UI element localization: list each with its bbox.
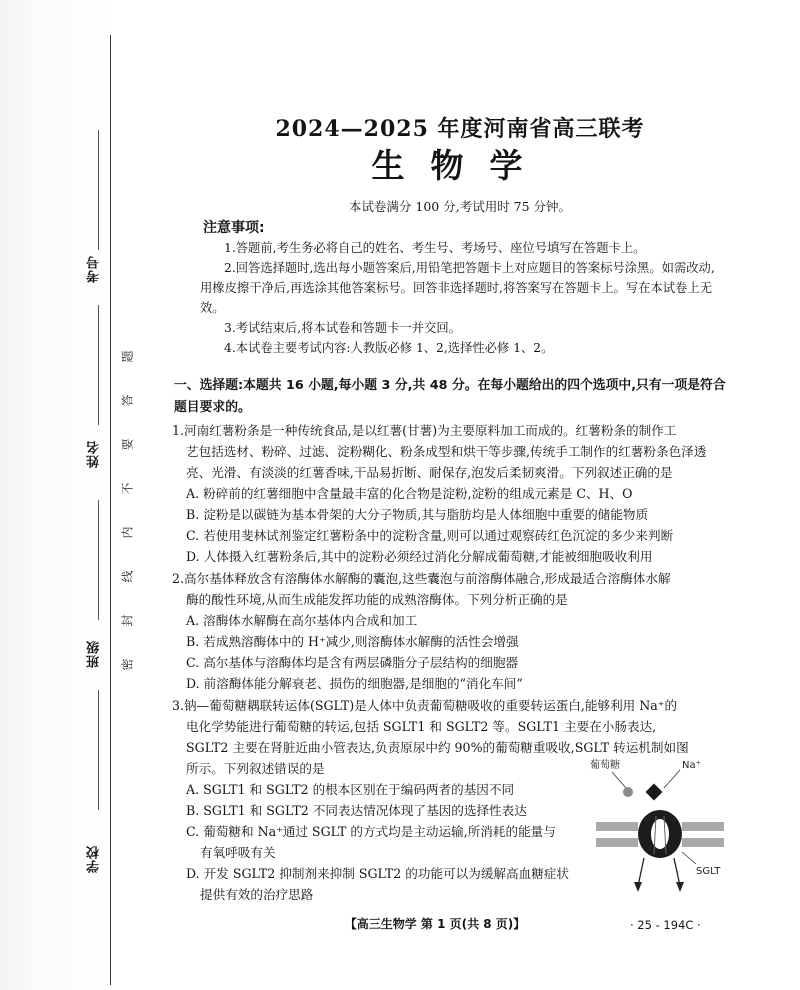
option-c: C. 葡萄糖和 Na⁺通过 SGLT 的方式均是主动运输,所消耗的能量与 xyxy=(186,824,556,839)
arrow-head xyxy=(676,882,684,892)
na-label: Na⁺ xyxy=(682,760,701,771)
glucose-pointer xyxy=(612,772,626,788)
option-c-cont: 有氧呼吸有关 xyxy=(200,845,276,860)
question-stem-line: 酶的酸性环境,从而生成能发挥功能的成熟溶酶体。下列分析正确的是 xyxy=(186,592,568,607)
notice-item: 4.本试卷主要考试内容:人教版必修 1、2,选择性必修 1、2。 xyxy=(224,341,554,355)
exam-info: 本试卷满分 100 分,考试用时 75 分钟。 xyxy=(348,199,572,214)
sglt-pointer xyxy=(682,852,696,864)
option-b: B. 淀粉是以碳链为基本骨架的大分子物质,其与脂肪均是人体细胞中重要的储能物质 xyxy=(186,507,649,522)
class-underline xyxy=(98,500,100,620)
option-d: D. 人体摄入红薯粉条后,其中的淀粉必须经过消化分解成葡萄糖,才能被细胞吸收利用 xyxy=(186,549,653,564)
class-label: 班级 xyxy=(87,640,102,668)
notice-item: 3.考试结束后,将本试卷和答题卡一并交回。 xyxy=(224,321,461,335)
option-d: D. 开发 SGLT2 抑制剂来抑制 SGLT2 的功能可以为缓解高血糖症状 xyxy=(186,866,570,881)
exam-no-underline xyxy=(98,130,100,250)
option-b: B. 若成熟溶酶体中的 H⁺减少,则溶酶体水解酶的活性会增强 xyxy=(186,634,519,649)
option-a: A. 粉碎前的红薯细胞中含量最丰富的化合物是淀粉,淀粉的组成元素是 C、H、O xyxy=(186,486,633,501)
sglt-diagram xyxy=(584,752,734,902)
name-underline xyxy=(98,305,100,425)
option-c: C. 高尔基体与溶酶体均是含有两层磷脂分子层结构的细胞器 xyxy=(186,655,519,670)
school-underline xyxy=(98,690,100,810)
out-arrow-right xyxy=(674,858,680,886)
option-d: D. 前溶酶体能分解衰老、损伤的细胞器,是细胞的“消化车间” xyxy=(186,676,523,691)
option-a: A. 溶酶体水解酶在高尔基体内合成和加工 xyxy=(186,613,418,628)
seal-char: 题 xyxy=(120,350,135,363)
school-label: 学校 xyxy=(87,845,102,873)
question-stem-line: 所示。下列叙述错误的是 xyxy=(186,761,325,776)
question-stem-line: 亮、光滑、有淡淡的红薯香味,干品易折断、耐保存,泡发后柔韧爽滑。下列叙述正确的是 xyxy=(186,465,673,480)
membrane-upper-right xyxy=(682,822,724,831)
option-a: A. SGLT1 和 SGLT2 的根本区别在于编码两者的基因不同 xyxy=(186,782,515,797)
membrane-lower-left xyxy=(596,838,638,847)
question-stem-line: 3.钠—葡萄糖耦联转运体(SGLT)是人体中负责葡萄糖吸收的重要转运蛋白,能够利用 Na⁺的 xyxy=(172,698,678,713)
seal-char: 答 xyxy=(120,394,135,407)
transporter-channel xyxy=(651,819,669,849)
option-d-cont: 提供有效的治疗思路 xyxy=(200,887,314,902)
question-stem-line: 2.高尔基体释放含有溶酶体水解酶的囊泡,这些囊泡与前溶酶体融合,形成最适合溶酶体水解 xyxy=(172,571,671,586)
section-heading: 一、选择题:本题共 16 小题,每小题 3 分,共 48 分。在每小题给出的四个选项中,只有一项是符合题目要求的。 xyxy=(174,378,726,415)
seal-char: 要 xyxy=(120,438,135,451)
notice-title: 注意事项: xyxy=(203,220,265,236)
na-ion xyxy=(646,784,663,801)
out-arrow-left xyxy=(638,858,644,886)
seal-char: 封 xyxy=(120,614,135,627)
page-footer: 【高三生物学 第 1 页(共 8 页)】 xyxy=(344,917,526,931)
seal-char: 密 xyxy=(120,658,135,671)
exam-title: 2024—2025 年度河南省高三联考 xyxy=(275,116,645,142)
notice-item: 2.回答选择题时,选出每小题答案后,用铅笔把答题卡上对应题目的答案标号涂黑。如需改动,用橡皮擦干净后,再选涂其他答案标号。回答非选择题时,将答案写在答题卡上。写在本试卷上无效。 xyxy=(200,261,715,315)
question-stem-line: SGLT2 主要在肾脏近曲小管表达,负责原尿中约 90%的葡萄糖重吸收,SGLT 转运机制如图 xyxy=(186,740,689,755)
seal-char: 不 xyxy=(120,482,135,495)
na-pointer xyxy=(664,770,680,788)
glucose-label: 葡萄糖 xyxy=(590,760,620,771)
sglt-label: SGLT xyxy=(696,866,721,877)
seal-char: 线 xyxy=(120,570,135,583)
question-stem-line: 电化学势能进行葡萄糖的转运,包括 SGLT1 和 SGLT2 等。SGLT1 主要在小肠表达, xyxy=(186,719,657,734)
seal-char: 内 xyxy=(120,526,135,539)
binding-line xyxy=(110,35,112,985)
option-c: C. 若使用斐林试剂鉴定红薯粉条中的淀粉含量,则可以通过观察砖红色沉淀的多少来判断 xyxy=(186,528,674,543)
question-stem-line: 1.河南红薯粉条是一种传统食品,是以红薯(甘薯)为主要原料加工而成的。红薯粉条的制作工 xyxy=(172,423,677,438)
paper-code: · 25 - 194C · xyxy=(630,918,701,932)
question-stem-line: 艺包括选材、粉碎、过滤、淀粉糊化、粉条成型和烘干等步骤,传统手工制作的红薯粉条色泽透 xyxy=(186,444,707,459)
option-b: B. SGLT1 和 SGLT2 不同表达情况体现了基因的选择性表达 xyxy=(186,803,527,818)
membrane-lower-right xyxy=(682,838,724,847)
exam-no-label: 考号 xyxy=(87,255,102,283)
glucose-molecule xyxy=(623,787,633,797)
subject-title: 生物学 xyxy=(371,146,549,185)
arrow-head xyxy=(634,882,642,892)
membrane-upper-left xyxy=(596,822,638,831)
notice-item: 1.答题前,考生务必将自己的姓名、考生号、考场号、座位号填写在答题卡上。 xyxy=(224,241,646,255)
name-label: 姓名 xyxy=(87,440,102,468)
